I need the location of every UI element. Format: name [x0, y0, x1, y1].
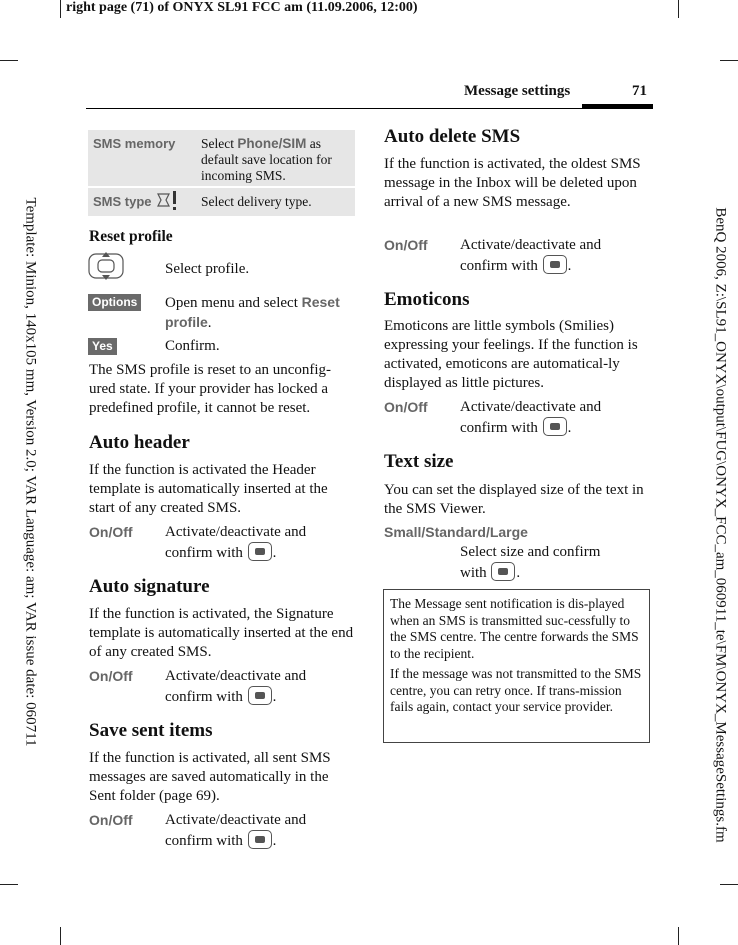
- text-line: Activate/deactivate and: [165, 524, 307, 540]
- text-line: Activate/deactivate and: [165, 812, 307, 828]
- text-line: [460, 255, 601, 276]
- off-label: Off: [112, 812, 133, 828]
- crop-mark: [60, 0, 61, 18]
- text-line: [165, 542, 306, 563]
- off-label: Off: [112, 524, 133, 540]
- crop-mark: [720, 884, 738, 885]
- note-paragraph: The Message sent notification is dis-played when an SMS is transmitted suc-cessfully to the SMS centre. The centre forwards the SMS to the recipient.: [390, 596, 639, 661]
- activate-text: [460, 236, 601, 276]
- section-title: Message settings: [464, 83, 571, 99]
- options-text: [165, 293, 357, 333]
- auto-signature-heading: Auto signature: [89, 576, 210, 597]
- ok-key-icon: [543, 417, 567, 436]
- size-select-text: [460, 543, 600, 583]
- crop-mark: [678, 0, 679, 18]
- auto-header-heading: Auto header: [89, 432, 190, 453]
- options-key: Options: [88, 294, 141, 311]
- separator: /: [403, 237, 408, 253]
- activate-text: [165, 523, 306, 563]
- text-line: Select size and confirm: [460, 544, 601, 560]
- text-line: [460, 417, 601, 438]
- text-line: [165, 830, 306, 851]
- emoticons-body: Emoticons are little symbols (Smilies) expressing your feelings. If the function is activated, emoticons are automatical-ly displayed as little pictures.: [384, 318, 638, 391]
- off-label: Off: [112, 668, 133, 684]
- emoticons-heading: Emoticons: [384, 289, 470, 310]
- phone-option: Phone: [237, 136, 279, 151]
- text-run: .: [567, 258, 572, 274]
- text-line: [165, 686, 306, 707]
- separator: /: [108, 812, 113, 828]
- note-box: [383, 589, 650, 743]
- activate-text: [165, 811, 306, 851]
- auto-header-body: If the function is activated the Header template is automatically inserted at the start of any created SMS.: [89, 462, 328, 516]
- crop-mark: [678, 927, 679, 945]
- table-label: SMS type: [93, 194, 152, 209]
- auto-delete-heading: Auto delete SMS: [384, 126, 521, 147]
- table-label: SMS memory: [93, 136, 176, 151]
- ok-key-icon: [248, 542, 272, 561]
- crop-mark: [720, 60, 738, 61]
- table-text: Select delivery type.: [201, 194, 312, 209]
- separator: /: [278, 136, 283, 151]
- separator: /: [108, 668, 113, 684]
- settings-table: [88, 130, 355, 216]
- on-label: On: [89, 812, 109, 828]
- yes-text: Confirm.: [165, 338, 220, 354]
- off-label: Off: [407, 237, 428, 253]
- left-margin-text: Template: Minion, 140x105 mm, Version 2.0; VAR Language: am; VAR issue date: 060711: [22, 197, 39, 747]
- text-run: as default save location for incoming SMS.: [201, 136, 332, 183]
- text-run: .: [272, 833, 277, 849]
- text-line: Activate/deactivate and: [460, 237, 602, 253]
- off-label: Off: [407, 399, 428, 415]
- small-label: Small: [384, 524, 422, 540]
- header-rule-thick: [582, 104, 653, 109]
- running-head: right page (71) of ONYX SL91 FCC am (11.09.2006, 12:00): [66, 0, 418, 15]
- separator: /: [108, 524, 113, 540]
- nav-text: Select profile.: [165, 261, 250, 277]
- ok-key-icon: [248, 686, 272, 705]
- on-off-label: [89, 524, 133, 540]
- text-run: confirm with: [165, 689, 243, 705]
- on-label: On: [89, 668, 109, 684]
- text-size-heading: Text size: [384, 451, 454, 472]
- on-off-label: [384, 399, 428, 415]
- text-run: Select: [201, 136, 238, 151]
- ok-key-icon: [248, 830, 272, 849]
- note-paragraph: If the message was not transmitted to the SMS centre, you can retry once. If trans-mission fails again, contact your service provider.: [390, 666, 642, 714]
- right-margin-text: BenQ 2006, Z:\SL91_ONYX\output\FUG\ONYX_FCC_am_060911_te\FM\ONYX_MessageSettings.fm: [712, 207, 729, 843]
- text-run: .: [207, 315, 212, 331]
- text-run: with: [460, 565, 487, 581]
- text-run: confirm with: [460, 420, 538, 436]
- page-number: 71: [632, 83, 647, 99]
- ok-key-icon: [543, 255, 567, 274]
- activate-text: [165, 667, 306, 707]
- delivery-report-icon: [156, 190, 184, 212]
- text-run: Open menu and select: [165, 295, 302, 311]
- yes-key: Yes: [88, 338, 117, 355]
- ok-key-icon: [491, 562, 515, 581]
- text-run: confirm with: [460, 258, 538, 274]
- save-sent-heading: Save sent items: [89, 720, 213, 741]
- text-run: .: [567, 420, 572, 436]
- text-run: .: [272, 689, 277, 705]
- on-label: On: [384, 399, 404, 415]
- large-label: Large: [489, 524, 528, 540]
- yes-softkey: [88, 337, 117, 355]
- sim-option: SIM: [282, 136, 307, 151]
- on-off-label: [89, 668, 133, 684]
- on-off-label: [89, 812, 133, 828]
- separator: /: [421, 524, 426, 540]
- separator: /: [403, 399, 408, 415]
- crop-mark: [0, 884, 18, 885]
- save-sent-body: If the function is activated, all sent SMS messages are saved automatically in the Sent folder (page 69).: [89, 750, 331, 804]
- standard-label: Standard: [425, 524, 486, 540]
- table-row: [88, 188, 355, 216]
- text-line: [460, 562, 600, 583]
- reset-profile-option: Reset profile: [165, 294, 340, 330]
- crop-mark: [60, 927, 61, 945]
- text-run: confirm with: [165, 545, 243, 561]
- auto-delete-body: If the function is activated, the oldest SMS message in the Inbox will be deleted upon arrival of a new SMS message.: [384, 156, 641, 210]
- text-line: Activate/deactivate and: [460, 399, 602, 415]
- text-run: confirm with: [165, 833, 243, 849]
- text-run: .: [516, 565, 521, 581]
- header-rule: [86, 108, 653, 109]
- reset-profile-heading: Reset profile: [89, 228, 173, 245]
- on-off-label: [384, 237, 428, 253]
- crop-mark: [0, 60, 18, 61]
- size-options-label: [384, 524, 528, 540]
- activate-text: [460, 398, 601, 438]
- on-label: On: [89, 524, 109, 540]
- on-label: On: [384, 237, 404, 253]
- table-text: [201, 136, 353, 184]
- options-softkey: [88, 293, 141, 311]
- table-row: [88, 130, 355, 186]
- reset-profile-body: The SMS profile is reset to an unconfig-ured state. If your provider has locked a predefined profile, it cannot be reset.: [89, 362, 332, 416]
- separator: /: [485, 524, 490, 540]
- text-size-body: You can set the displayed size of the text in the SMS Viewer.: [384, 482, 644, 517]
- text-run: .: [272, 545, 277, 561]
- auto-signature-body: If the function is activated, the Signature template is automatically inserted at the end of any created SMS.: [89, 606, 354, 660]
- text-line: Activate/deactivate and: [165, 668, 307, 684]
- nav-key-icon: [88, 251, 124, 281]
